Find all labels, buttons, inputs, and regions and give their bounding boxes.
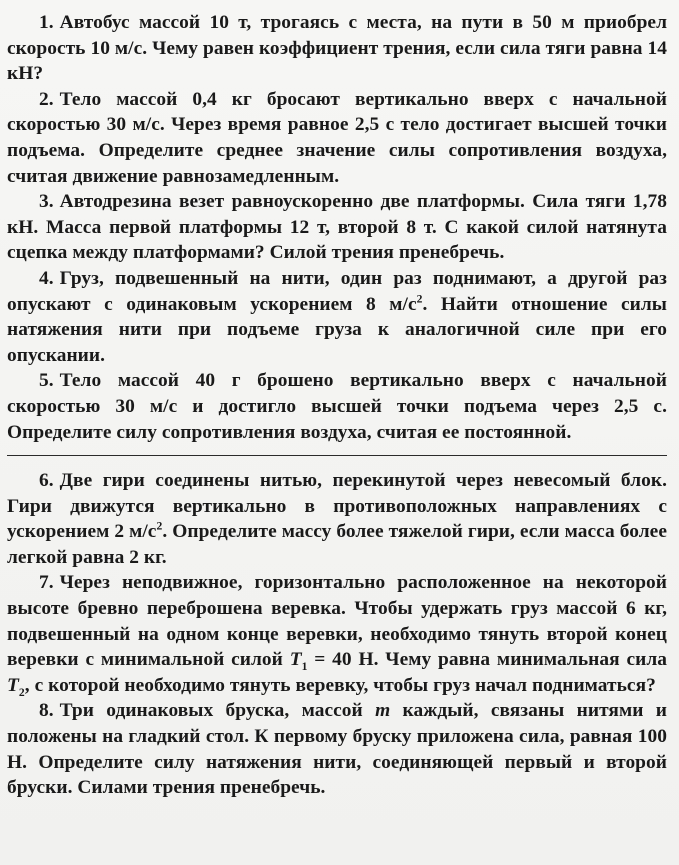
variable-subscript: 1 bbox=[301, 660, 308, 674]
problem-7 bbox=[7, 570, 667, 698]
problem-text: Тело массой 40 г брошено вертикально вверх с начальной скоростью 30 м/с и достигло высшей точки подъема через 2,5 с. Определите силу сопротивления воздуха, считая ее постоянной. bbox=[7, 370, 667, 443]
problem-text: Через неподвижное, горизонтально расположенное на некоторой высоте бревно переброшена веревка. Чтобы удержать груз массой 6 кг, подвешенный на одном конце веревки, необходимо тянуть второй конец веревки с минимальной силой bbox=[7, 572, 667, 671]
problem-number: 5. bbox=[39, 370, 54, 392]
exponent: 2 bbox=[156, 519, 163, 533]
problem-6 bbox=[7, 468, 667, 570]
problem-4 bbox=[7, 266, 667, 368]
problem-text: = 40 Н. Чему равна минимальная сила bbox=[307, 649, 667, 671]
problem-text: каждый, связаны нитями и положены на гладкий стол. К первому бруску приложена сила, равная 100 Н. Определите силу натяжения нити, соединяющей первый и второй бруски. Силами трения пренебречь. bbox=[7, 700, 667, 799]
problem-8 bbox=[7, 698, 667, 800]
variable-symbol: m bbox=[375, 700, 391, 722]
problem-text: . Определите массу более тяжелой гири, если масса более легкой равна 2 кг. bbox=[7, 521, 667, 568]
problem-text: Автодрезина везет равноускоренно две платформы. Сила тяги 1,78 кН. Масса первой платформы 12 т, второй 8 т. С какой силой натянута сцепка между платформами? Силой трения пренебречь. bbox=[7, 191, 667, 264]
problem-2 bbox=[7, 87, 667, 189]
problem-number: 3. bbox=[39, 191, 54, 213]
problem-5 bbox=[7, 368, 667, 445]
problem-number: 6. bbox=[39, 470, 54, 492]
section-divider bbox=[7, 455, 667, 456]
problem-number: 4. bbox=[39, 267, 54, 289]
problem-text: , с которой необходимо тянуть веревку, чтобы груз начал подниматься? bbox=[24, 674, 656, 696]
variable-symbol: T bbox=[7, 674, 19, 696]
problem-1 bbox=[7, 10, 667, 87]
problem-3 bbox=[7, 189, 667, 266]
problem-number: 8. bbox=[39, 700, 54, 722]
problem-number: 1. bbox=[39, 12, 54, 33]
problem-text: Три одинаковых бруска, массой bbox=[59, 700, 376, 722]
exponent: 2 bbox=[416, 292, 423, 306]
problem-text: Две гири соединены нитью, перекинутой через невесомый блок. Гири движутся вертикально в противоположных направлениях с ускорением 2 м/с bbox=[7, 470, 667, 543]
problem-text: Автобус массой 10 т, трогаясь с места, на пути в 50 м приобрел скорость 10 м/с. Чему равен коэффициент трения, если сила тяги равна 14 кН? bbox=[7, 12, 667, 85]
problem-text: Груз, подвешенный на нити, один раз поднимают, а другой раз опускают с одинаковым ускорением 8 м/с bbox=[7, 267, 667, 315]
problem-number: 2. bbox=[39, 88, 54, 110]
variable-subscript: 2 bbox=[18, 685, 25, 699]
problem-number: 7. bbox=[39, 572, 54, 594]
variable-symbol: T bbox=[289, 649, 302, 671]
problem-text: . Найти отношение силы натяжения нити при подъеме груза к аналогичной силе при его опускании. bbox=[7, 293, 667, 366]
problem-text: Тело массой 0,4 кг бросают вертикально вверх с начальной скоростью 30 м/с. Через время равное 2,5 с тело достигает высшей точки подъема. Определите среднее значение силы сопротивления воздуха, считая движение равнозамедленным. bbox=[7, 88, 667, 187]
